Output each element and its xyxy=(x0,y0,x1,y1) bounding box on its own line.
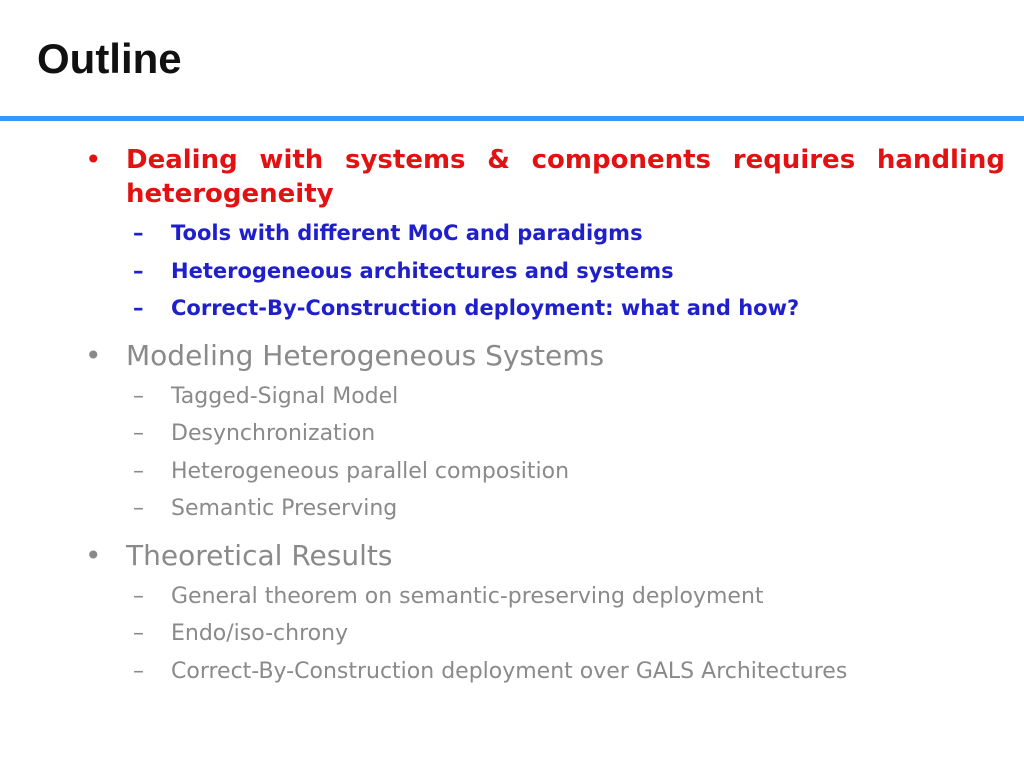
sub-item-text: Correct-By-Construction deployment: what and how? xyxy=(171,296,800,320)
sub-item xyxy=(133,415,1005,453)
dash-marker: – xyxy=(133,421,144,446)
bullet-text: Dealing with systems & components requires handling heterogeneity xyxy=(126,145,1005,209)
dash-marker: – xyxy=(133,458,144,484)
dash-marker: – xyxy=(133,258,144,283)
sub-item-text: Semantic Preserving xyxy=(171,496,398,521)
sub-item xyxy=(133,490,1005,528)
dash-marker: – xyxy=(133,621,144,646)
sub-item-text: Endo/iso-chrony xyxy=(171,621,349,646)
sub-item-text: Correct-By-Construction deployment over GALS Architectures xyxy=(171,658,848,684)
dash-marker: – xyxy=(133,296,144,320)
bullet-row xyxy=(85,143,1005,211)
sub-item-text: Tagged-Signal Model xyxy=(171,383,399,409)
sub-item xyxy=(133,615,1005,653)
sub-item xyxy=(133,653,1005,691)
dash-marker: – xyxy=(133,658,144,684)
outline-section-modeling xyxy=(85,338,1005,528)
sub-item-text: Desynchronization xyxy=(171,421,376,446)
sub-item xyxy=(133,253,1005,291)
dash-marker: – xyxy=(133,583,144,609)
bullet-marker: • xyxy=(85,338,102,372)
sub-item-text: Heterogeneous architectures and systems xyxy=(171,258,674,283)
sub-list xyxy=(133,578,1005,691)
sub-list xyxy=(133,378,1005,528)
sub-item xyxy=(133,215,1005,253)
bullet-row xyxy=(85,338,1005,374)
sub-item-text: Tools with different MoC and paradigms xyxy=(171,221,643,245)
bullet-text: Modeling Heterogeneous Systems xyxy=(126,338,605,372)
title-divider xyxy=(0,116,1024,121)
sub-item xyxy=(133,378,1005,416)
dash-marker: – xyxy=(133,221,144,245)
slide-title: Outline xyxy=(37,35,182,82)
bullet-row xyxy=(85,538,1005,574)
sub-list xyxy=(133,215,1005,328)
sub-item xyxy=(133,290,1005,328)
bullet-text: Theoretical Results xyxy=(126,538,393,572)
outline-section-theoretical-results xyxy=(85,538,1005,691)
bullet-marker: • xyxy=(85,538,102,572)
sub-item xyxy=(133,453,1005,491)
outline-list xyxy=(85,143,1005,700)
sub-item-text: General theorem on semantic-preserving deployment xyxy=(171,583,764,609)
dash-marker: – xyxy=(133,496,144,521)
bullet-marker: • xyxy=(85,143,102,176)
dash-marker: – xyxy=(133,383,144,409)
sub-item xyxy=(133,578,1005,616)
outline-section-dealing-heterogeneity xyxy=(85,143,1005,328)
sub-item-text: Heterogeneous parallel composition xyxy=(171,458,570,484)
